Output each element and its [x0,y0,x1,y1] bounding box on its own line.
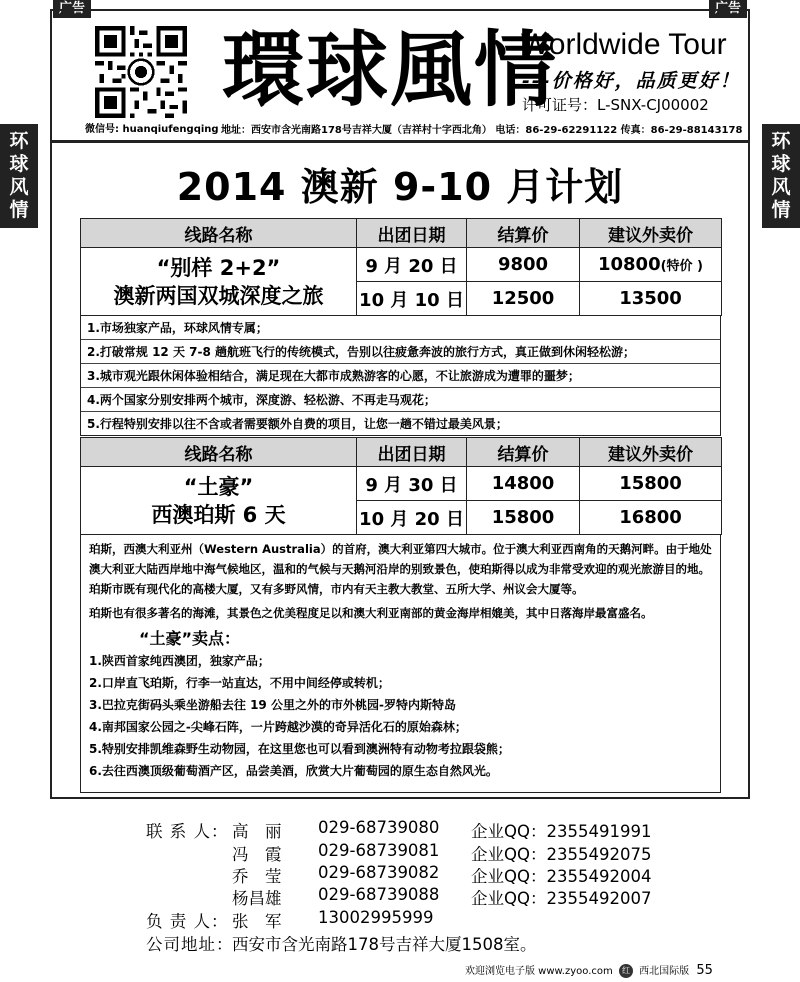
retail-price [580,248,722,282]
col-header-price: 结算价 [467,219,580,248]
retail-price: 16800 [580,501,722,535]
contact-phone[interactable]: 029-68739088 [318,885,440,904]
header-divider [50,140,750,143]
side-tab-char: 风 [9,176,29,198]
edition-name: 西北国际版 [639,966,690,977]
page-number: 55 [696,963,713,978]
selling-point: 3.巴拉克街码头乘坐游船去往 19 公里之外的市外桃园-罗特内斯特岛 [89,698,456,712]
manager-name: 张 军 [232,912,282,931]
settlement-price: 9800 [467,248,580,282]
side-tab-char: 环 [9,130,29,152]
departure-date: 10 月 20 日 [357,501,467,535]
contact-qq[interactable]: 企业QQ：2355492075 [471,845,652,864]
feature-item: 5.行程特别安排以往不含或者需要额外自费的项目，让您一趟不错过最美风景； [87,417,508,431]
address-label: 公司地址： [146,935,234,954]
route-table-2 [80,437,722,535]
qr-code-icon[interactable] [95,26,187,118]
special-price-note: (特价 ) [660,259,704,274]
selling-point: 6.去往西澳顶级葡萄酒产区，品尝美酒，欣赏大片葡萄园的原生态自然风光。 [89,764,498,778]
feature-item: 2.打破常规 12 天 7-8 趟航班飞行的传统模式，告别以往疲惫奔波的旅行方式，真正做到休闲轻松游； [81,340,720,364]
table-row [81,248,722,282]
col-header-price: 结算价 [467,438,580,467]
side-tab-char: 情 [771,199,791,221]
feature-item: 4.两个国家分别安排两个城市，深度游、轻松游、不再走马观花； [81,388,720,412]
contact-phone[interactable]: 029-68739082 [318,863,440,882]
manager-phone[interactable]: 13002995999 [318,908,434,927]
contact-phone[interactable]: 029-68739080 [318,818,440,837]
contact-label: 联 系 人： [146,822,229,841]
table-header-row [81,219,722,248]
page-footer [465,962,713,978]
route-name-line2: 澳新两国双城深度之旅 [113,283,324,308]
footer-text[interactable]: 欢迎浏览电子版 www.zyoo.com [465,966,613,977]
slogan: ---价格好，品质更好！ [522,70,741,92]
side-tab-left [0,124,38,228]
license-number: 许可证号：L-SNX-CJ00002 [522,96,709,114]
route-name-cell [81,467,357,535]
feature-item: 1.市场独家产品，环球风情专属； [81,316,720,340]
contact-qq[interactable]: 企业QQ：2355492007 [471,889,652,908]
departure-date: 10 月 10 日 [357,282,467,316]
wechat-id: 微信号: huanqiufengqing [85,124,219,135]
route-1-features [80,316,721,436]
contact-name: 乔 莹 [232,867,282,886]
contact-qq[interactable]: 企业QQ：2355491991 [471,822,652,841]
route-name-line2: 西澳珀斯 6 天 [151,502,286,527]
departure-date: 9 月 20 日 [357,248,467,282]
settlement-price: 14800 [467,467,580,501]
selling-point: 5.特别安排凯维森野生动物园，在这里您也可以看到澳洲特有动物考拉跟袋熊； [89,742,510,756]
selling-point: 1.陕西首家纯西澳团，独家产品； [89,654,270,668]
route-name-cell [81,248,357,316]
company-address: 西安市含光南路178号吉祥大厦1508室。 [232,935,537,954]
selling-point: 2.口岸直飞珀斯，行李一站直达，不用中间经停或转机； [89,676,390,690]
settlement-price: 12500 [467,282,580,316]
route-2-details [80,535,721,793]
col-header-route: 线路名称 [81,219,357,248]
col-header-route: 线路名称 [81,438,357,467]
col-header-date: 出团日期 [357,438,467,467]
route-table-1 [80,218,722,316]
table-row [81,467,722,501]
col-header-date: 出团日期 [357,219,467,248]
contact-name: 冯 霞 [232,845,282,864]
side-tab-right [762,124,800,228]
side-tab-char: 情 [9,199,29,221]
manager-label: 负 责 人： [146,912,229,931]
feature-item: 3.城市观光跟休闲体验相结合，满足现在大都市成熟游客的心愿，不让旅游成为遭罪的噩梦； [81,364,720,388]
settlement-price: 15800 [467,501,580,535]
ad-label-left: 广告 [53,0,91,18]
route-name-line1: “别样 2+2” [156,255,281,280]
route-name-line1: “土豪” [183,474,254,499]
page-title: 2014 澳新 9-10 月计划 [176,165,624,209]
contact-name: 高 丽 [232,822,282,841]
header-contact-line: 地址：西安市含光南路178号吉祥大厦（吉祥村十字西北角） 电话：86-29-62291122 传真：86-29-88143178 [221,125,743,136]
col-header-retail: 建议外卖价 [580,219,722,248]
side-tab-char: 球 [9,153,29,175]
selling-points-title: “土豪”卖点： [139,629,241,648]
brand-logo: 環球風情 [222,22,559,118]
perth-beaches: 珀斯也有很多著名的海滩，其景色之优美程度足以和澳大利亚南部的黄金海岸相媲美，其中日落海岸最富盛名。 [89,606,653,620]
contact-phone[interactable]: 029-68739081 [318,841,440,860]
col-header-retail: 建议外卖价 [580,438,722,467]
departure-date: 9 月 30 日 [357,467,467,501]
retail-price: 13500 [580,282,722,316]
retail-price-value: 10800 [597,254,661,275]
brand-english-name: Worldwide Tour [521,28,727,61]
contact-qq[interactable]: 企业QQ：2355492004 [471,867,652,886]
perth-intro: 珀斯，西澳大利亚州（Western Australia）的首府，澳大利亚第四大城市。位于澳大利亚西南角的天鹅河畔。由于地处澳大利亚大陆西岸地中海气候地区，温和的气候与天鹅河沿岸的别致景色，使珀斯得以成为非常受欢迎的观光旅游目的地。珀斯市既有现代化的高楼大厦，又有多野风情，市内有天主教大教堂、五所大学、州议会大厦等。 [89,542,712,596]
retail-price: 15800 [580,467,722,501]
selling-point: 4.南邦国家公园之-尖峰石阵，一片跨越沙漠的奇异活化石的原始森林； [89,720,467,734]
side-tab-char: 风 [771,176,791,198]
table-header-row [81,438,722,467]
contact-name: 杨昌雄 [232,889,282,908]
side-tab-char: 环 [771,130,791,152]
ad-label-right: 广告 [709,0,747,18]
side-tab-char: 球 [771,153,791,175]
edition-badge-icon: 红 [619,964,633,978]
